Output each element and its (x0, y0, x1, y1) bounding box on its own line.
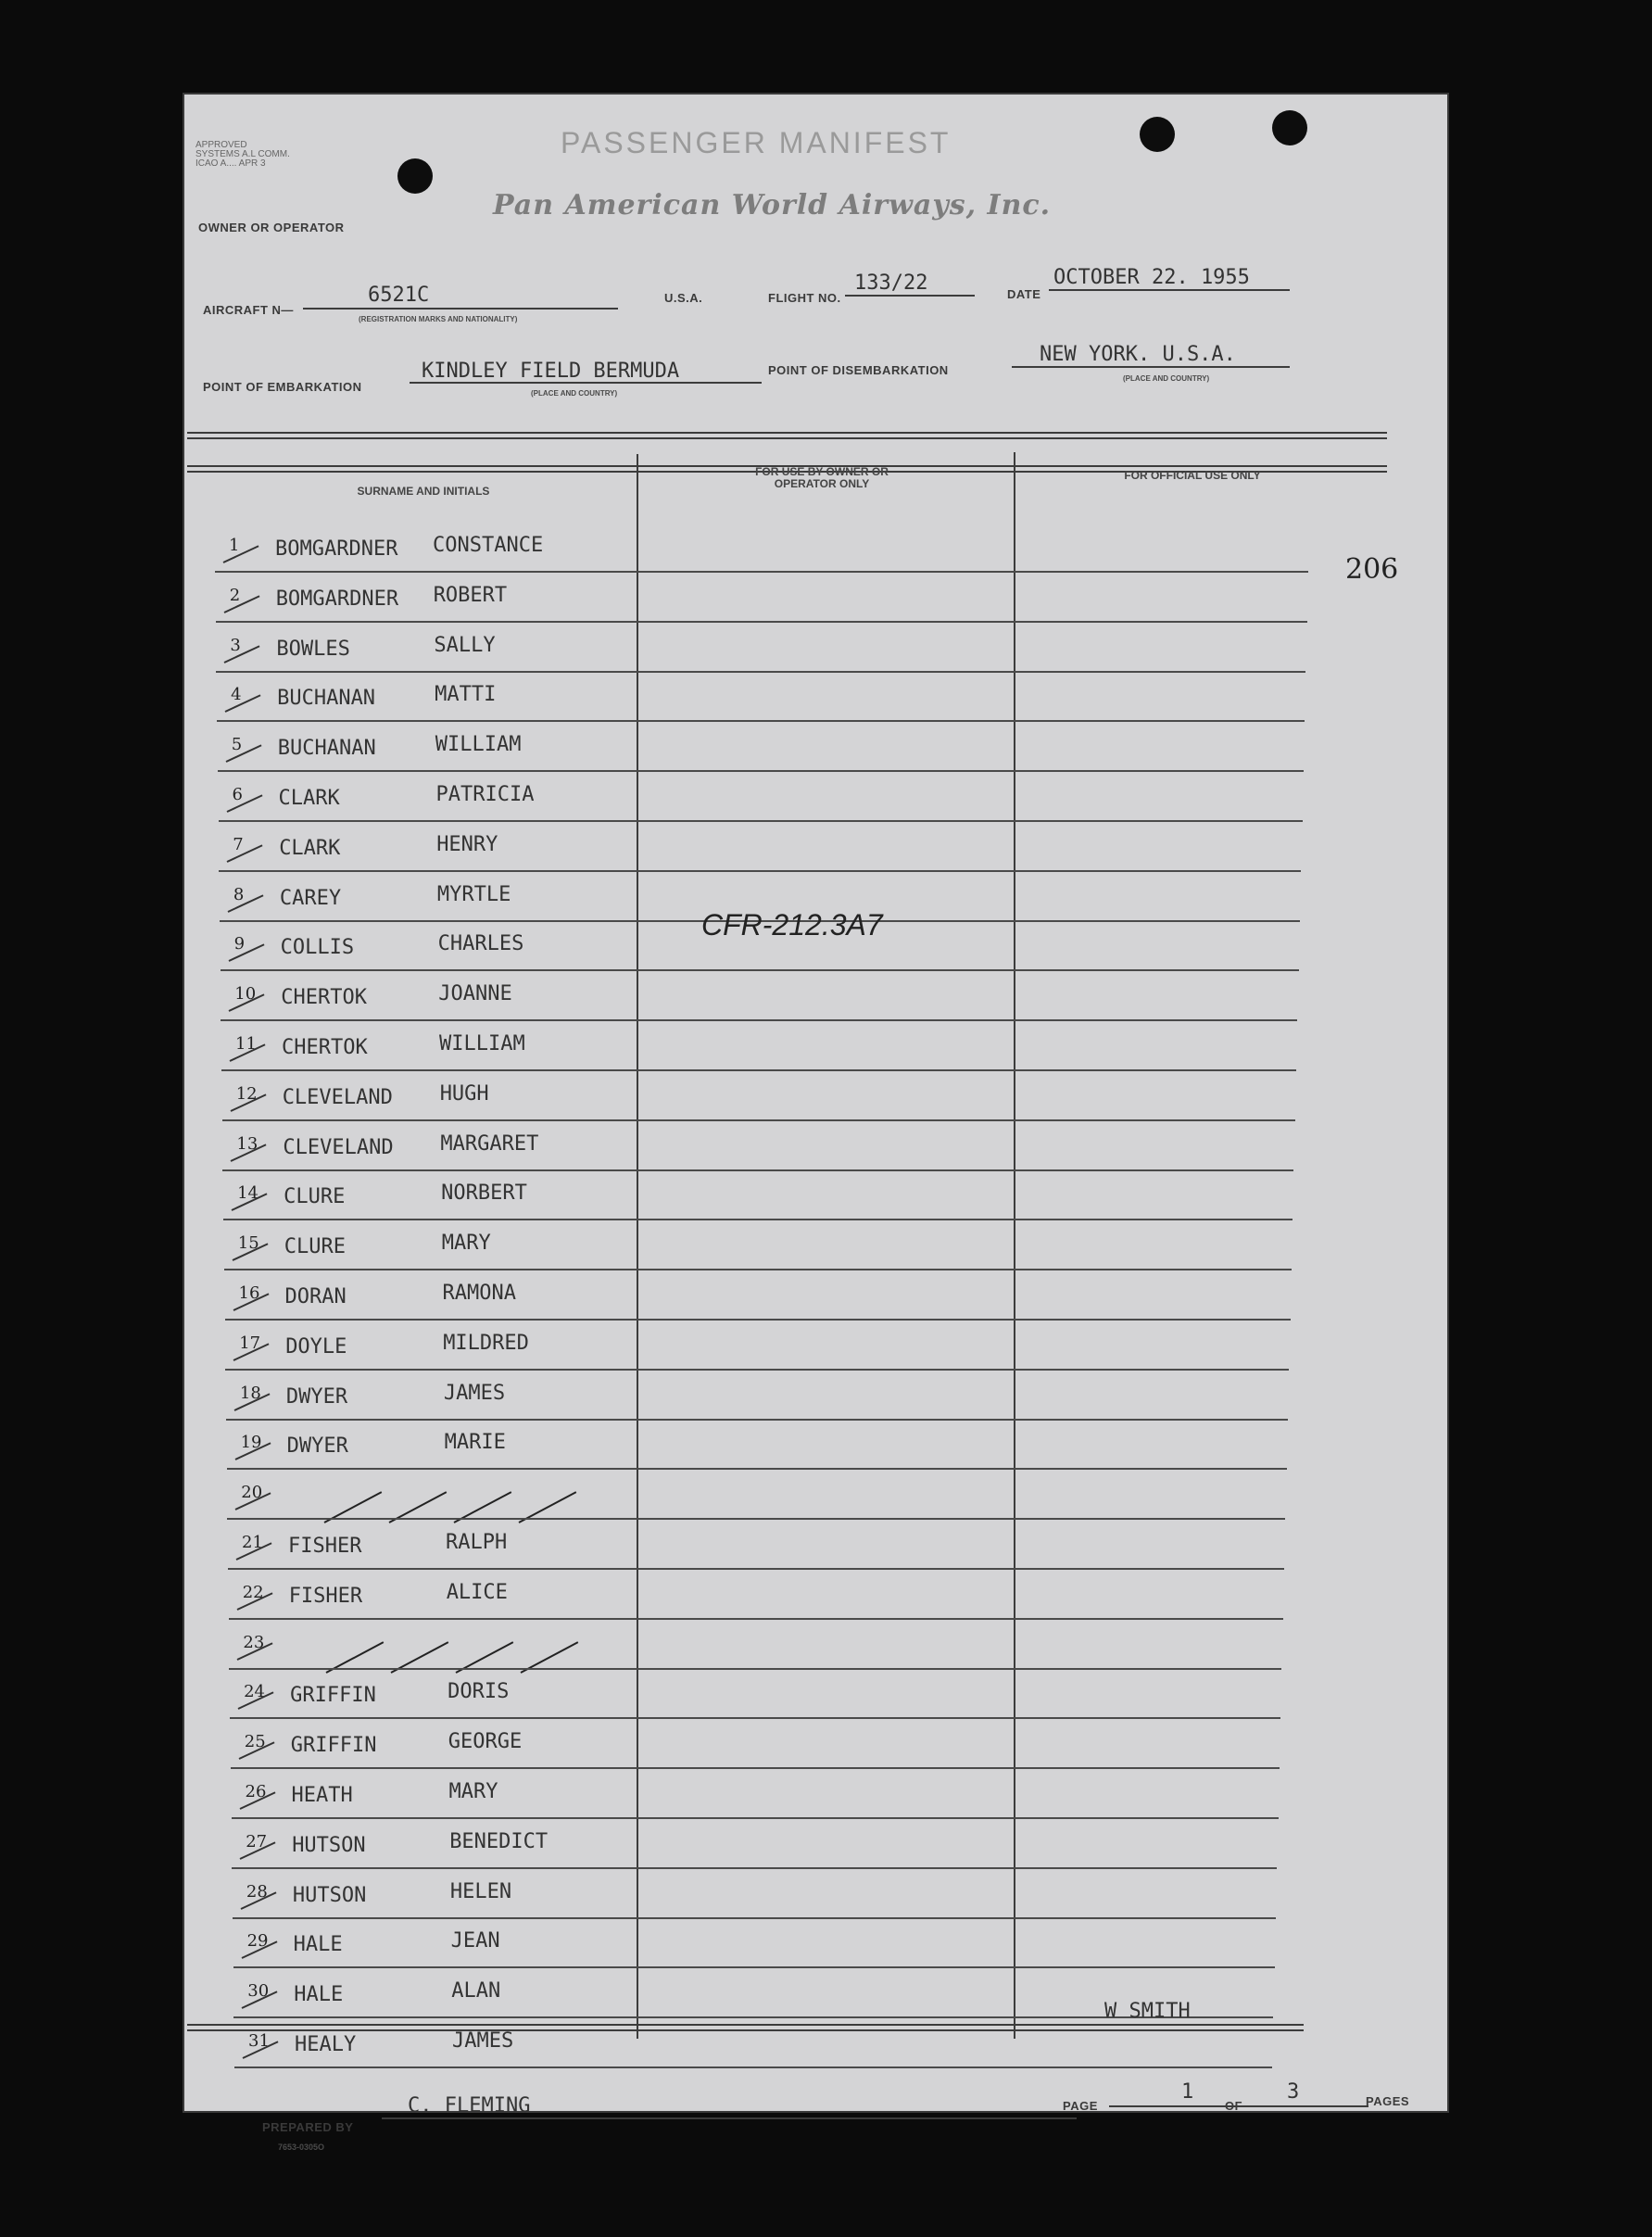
page-label: PAGE (1063, 2099, 1098, 2113)
row-number: 29 (246, 1931, 269, 1952)
flight-value: 133/22 (854, 272, 928, 295)
row-rule (232, 1817, 1279, 1819)
passenger-surname: FISHER (288, 1584, 363, 1608)
row-number: 18 (239, 1383, 261, 1403)
row-rule (218, 770, 1304, 772)
passenger-given-name: DORIS (448, 1680, 510, 1704)
row-number: 19 (240, 1433, 262, 1453)
passenger-surname: HEALY (295, 2033, 357, 2056)
official-signature: W SMITH (1104, 2000, 1191, 2023)
form-title: PASSENGER MANIFEST (561, 126, 952, 159)
passenger-given-name: RAMONA (442, 1282, 516, 1305)
row-rule (227, 1468, 1287, 1470)
row-number: 9 (233, 934, 246, 954)
passenger-given-name: JOANNE (438, 982, 512, 1006)
company-name: Pan American World Airways, Inc. (493, 189, 1052, 221)
row-number: 21 (242, 1533, 263, 1552)
passenger-surname: GRIFFIN (290, 1684, 376, 1708)
col-owner-header: FOR USE BY OWNER OR OPERATOR ONLY (755, 465, 889, 490)
row-number: 22 (242, 1582, 264, 1602)
passenger-surname: CLEVELAND (282, 1085, 393, 1109)
page-value: 1 (1181, 2080, 1194, 2104)
passenger-surname: DORAN (284, 1285, 347, 1308)
passenger-surname: CHERTOK (282, 1036, 368, 1059)
passenger-given-name: JAMES (452, 2029, 514, 2053)
embark-value: KINDLEY FIELD BERMUDA (422, 360, 680, 383)
row-rule (222, 1119, 1295, 1121)
row-rule (229, 1668, 1281, 1670)
row-rule (216, 621, 1307, 623)
row-number: 23 (243, 1632, 265, 1652)
row-number: 12 (235, 1083, 258, 1104)
manifest-sheet (183, 93, 1449, 2152)
passenger-given-name: CHARLES (437, 932, 524, 956)
passenger-surname: CLURE (284, 1185, 346, 1209)
row-number: 31 (248, 2031, 270, 2051)
row-rule (216, 671, 1305, 673)
row-number: 7 (233, 834, 244, 854)
usa-label: U.S.A. (664, 291, 703, 305)
row-rule (221, 1069, 1296, 1071)
passenger-given-name: NORBERT (441, 1182, 527, 1206)
passenger-given-name: HELEN (449, 1879, 512, 1903)
row-rule (230, 1717, 1280, 1719)
passenger-surname: BUCHANAN (277, 737, 376, 761)
owner-label: OWNER OR OPERATOR (198, 221, 345, 234)
row-number: 16 (238, 1283, 260, 1303)
row-number: 20 (241, 1483, 263, 1503)
row-rule (227, 1518, 1285, 1520)
row-number: 3 (230, 635, 241, 655)
passenger-given-name: MILDRED (443, 1331, 529, 1355)
passenger-surname: COLLIS (280, 936, 355, 960)
row-number: 17 (239, 1333, 261, 1353)
row-rule (225, 1319, 1291, 1321)
punch-hole-right-b (1272, 110, 1307, 145)
passenger-surname: DOYLE (285, 1334, 347, 1359)
aircraft-sub: (REGISTRATION MARKS AND NATIONALITY) (359, 315, 518, 323)
row-number: 5 (231, 735, 243, 755)
disembark-label: POINT OF DISEMBARKATION (768, 363, 949, 377)
row-rule (231, 1767, 1280, 1769)
row-rule (225, 1369, 1289, 1371)
row-number: 26 (245, 1782, 267, 1801)
row-rule (219, 820, 1303, 822)
row-rule (223, 1219, 1293, 1220)
disembark-sub: (PLACE AND COUNTRY) (1123, 374, 1210, 383)
date-value: OCTOBER 22. 1955 (1053, 266, 1250, 289)
passenger-given-name: MYRTLE (436, 882, 511, 906)
passenger-surname: BOMGARDNER (275, 537, 398, 561)
passenger-surname: HEATH (291, 1784, 353, 1807)
embark-sub: (PLACE AND COUNTRY) (531, 389, 618, 398)
prepared-label: PREPARED BY (262, 2120, 354, 2134)
pages-label: PAGES (1366, 2094, 1410, 2108)
approval-stamp: APPROVED SYSTEMS A.L COMM. ICAO A.... APR 3 (195, 140, 290, 169)
row-number: 6 (232, 785, 243, 804)
form-code: 7653-0305O (278, 2142, 325, 2152)
row-number: 10 (234, 984, 257, 1005)
passenger-given-name: ALAN (451, 1979, 501, 2003)
punch-hole-right-a (1140, 117, 1175, 152)
row-rule (234, 2066, 1272, 2068)
passenger-given-name: CONSTANCE (433, 534, 544, 557)
row-number: 4 (231, 685, 242, 705)
passenger-given-name: PATRICIA (435, 783, 535, 806)
passenger-surname: CLURE (284, 1235, 347, 1259)
passenger-given-name: MARY (448, 1780, 498, 1803)
row-number: 11 (235, 1034, 257, 1054)
passenger-surname: BOMGARDNER (275, 587, 399, 611)
row-rule (224, 1269, 1292, 1270)
passenger-surname: BOWLES (276, 637, 350, 661)
owner-note: CFR-212.3A7 (701, 908, 883, 942)
passenger-given-name: WILLIAM (439, 1032, 525, 1055)
passenger-given-name: JEAN (450, 1929, 500, 1953)
passenger-given-name: ALICE (446, 1580, 508, 1604)
row-number: 2 (229, 585, 241, 605)
aircraft-label: AIRCRAFT N— (203, 303, 294, 317)
row-rule (215, 571, 1308, 573)
passenger-surname: HUTSON (292, 1883, 367, 1907)
row-number: 24 (244, 1682, 265, 1702)
row-rule (233, 1966, 1275, 1968)
passenger-surname: CLEVELAND (283, 1135, 394, 1159)
passenger-surname: CLARK (278, 787, 340, 810)
passenger-given-name: MARIE (444, 1431, 506, 1455)
column-divider-1 (637, 454, 638, 2039)
row-rule (229, 1618, 1283, 1620)
row-number: 14 (237, 1183, 259, 1204)
passenger-surname: BUCHANAN (277, 687, 376, 711)
passenger-surname: HUTSON (292, 1833, 366, 1857)
passenger-surname: CAREY (279, 886, 342, 910)
row-rule (232, 1867, 1277, 1869)
row-rule (228, 1568, 1284, 1570)
row-number: 1 (229, 536, 240, 555)
flight-label: FLIGHT NO. (768, 291, 841, 305)
row-number: 30 (247, 1981, 270, 2002)
passenger-given-name: SALLY (434, 633, 496, 657)
row-rule (222, 1169, 1293, 1171)
passenger-given-name: HUGH (439, 1081, 489, 1106)
passenger-surname: HALE (293, 1933, 343, 1957)
col-surname-header: SURNAME AND INITIALS (357, 485, 490, 498)
column-divider-2 (1014, 452, 1015, 2039)
passenger-given-name: BENEDICT (449, 1829, 549, 1853)
row-rule (226, 1419, 1288, 1421)
passenger-surname: CHERTOK (281, 986, 368, 1010)
embark-label: POINT OF EMBARKATION (203, 380, 362, 394)
passenger-given-name: MATTI (435, 683, 497, 707)
aircraft-value: 6521C (368, 284, 430, 307)
passenger-given-name: RALPH (446, 1531, 508, 1554)
row-number: 28 (246, 1881, 268, 1902)
passenger-given-name: JAMES (443, 1381, 506, 1405)
passenger-surname: FISHER (288, 1535, 362, 1558)
punch-hole-left (397, 158, 433, 194)
row-number: 27 (246, 1831, 268, 1852)
of-value: 3 (1287, 2080, 1300, 2104)
passenger-surname: GRIFFIN (290, 1734, 377, 1758)
passenger-given-name: WILLIAM (435, 733, 522, 757)
passenger-surname: CLARK (279, 836, 341, 860)
prepared-value: C. FLEMING (408, 2094, 531, 2117)
disembark-value: NEW YORK. U.S.A. (1040, 343, 1236, 366)
passenger-given-name: MARGARET (440, 1131, 539, 1156)
date-label: DATE (1007, 287, 1041, 301)
passenger-given-name: MARY (441, 1232, 491, 1256)
row-rule (221, 1019, 1297, 1021)
row-number: 25 (244, 1732, 266, 1752)
passenger-surname: DWYER (285, 1384, 348, 1409)
passenger-given-name: GEORGE (448, 1730, 523, 1754)
passenger-given-name: HENRY (436, 832, 498, 856)
margin-number: 206 (1345, 553, 1399, 586)
row-rule (217, 720, 1305, 722)
row-number: 13 (236, 1133, 259, 1154)
of-label: OF (1225, 2099, 1243, 2113)
row-rule (233, 1917, 1276, 1919)
passenger-given-name: ROBERT (433, 583, 508, 607)
col-official-header: FOR OFFICIAL USE ONLY (1124, 469, 1261, 482)
passenger-surname: DWYER (286, 1434, 348, 1459)
row-rule (221, 969, 1299, 971)
passenger-surname: HALE (294, 1983, 344, 2007)
row-rule (219, 870, 1301, 872)
row-number: 8 (233, 884, 245, 904)
row-number: 15 (237, 1233, 259, 1254)
